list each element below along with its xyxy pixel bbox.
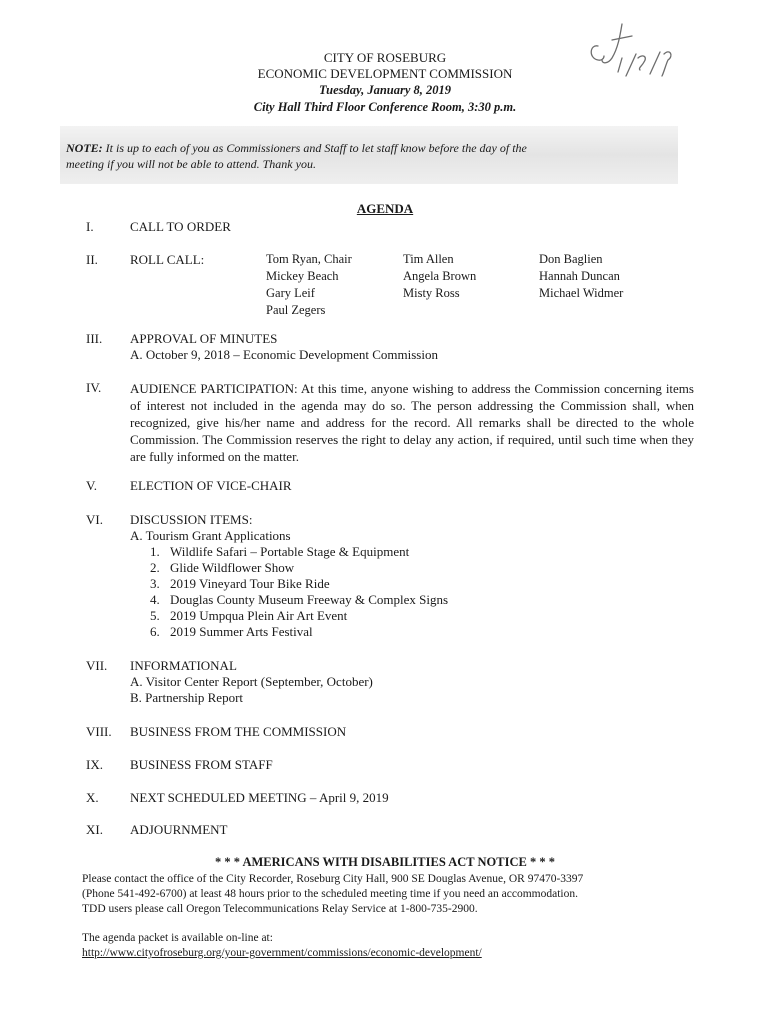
grant-item: 5. 2019 Umpqua Plein Air Art Event [150, 608, 348, 623]
ada-notice-line: Please contact the office of the City Recorder, Roseburg City Hall, 900 SE Douglas Avenue, OR 97470-3397 [82, 873, 584, 885]
ada-notice-line: TDD users please call Oregon Telecommunications Relay Service at 1-800-735-2900. [82, 903, 478, 915]
audience-participation-title: AUDIENCE PARTICIPATION: [130, 381, 298, 396]
roll-call-column-1 [266, 251, 352, 319]
section-number: VI. [86, 512, 103, 527]
section-number: II. [86, 252, 98, 267]
agenda-title: AGENDA [356, 201, 414, 216]
roll-call-column-2 [403, 251, 476, 302]
informational-item: B. Partnership Report [130, 690, 244, 705]
meeting-date: Tuesday, January 8, 2019 [318, 83, 452, 97]
informational-item: A. Visitor Center Report (September, October) [130, 674, 373, 689]
audience-participation-text: At this time, anyone wishing to address the Commission concerning items of interest not included in the agenda may do so. The person addressing the Commission shall, when recognized, give his/her name and address for the record. All remarks shall be directed to the whole Commission. The Commission reserves the right to delay any action, if required, until such time when they are fully informed on the matter. [130, 381, 694, 464]
section-number: IV. [86, 380, 102, 395]
section-roll-call: ROLL CALL: [130, 252, 205, 267]
member-name: Paul Zegers [266, 303, 326, 317]
section-number: IX. [86, 757, 103, 772]
section-number: XI. [86, 822, 103, 837]
ada-notice-line: (Phone 541-492-6700) at least 48 hours prior to the scheduled meeting time if you need an accommodation. [82, 888, 578, 900]
grant-item: 2. Glide Wildflower Show [150, 560, 295, 575]
section-next-meeting: NEXT SCHEDULED MEETING – April 9, 2019 [130, 790, 389, 805]
section-audience-participation [130, 380, 694, 465]
section-number: V. [86, 478, 97, 493]
member-name: Michael Widmer [539, 286, 624, 300]
city-name: CITY OF ROSEBURG [323, 50, 447, 65]
section-adjournment: ADJOURNMENT [130, 822, 228, 837]
grant-item: 4. Douglas County Museum Freeway & Complex Signs [150, 592, 449, 607]
section-approval-of-minutes: APPROVAL OF MINUTES [130, 331, 278, 346]
section-number: X. [86, 790, 99, 805]
meeting-location: City Hall Third Floor Conference Room, 3:30 p.m. [253, 100, 517, 114]
agenda-packet-link[interactable]: http://www.cityofroseburg.org/your-government/commissions/economic-development/ [82, 947, 482, 959]
note-line-1: It is up to each of you as Commissioners and Staff to let staff know before the day of the [102, 141, 527, 155]
section-discussion-items: DISCUSSION ITEMS: [130, 512, 253, 527]
grant-item: 3. 2019 Vineyard Tour Bike Ride [150, 576, 330, 591]
member-name: Mickey Beach [266, 269, 339, 283]
member-name: Gary Leif [266, 286, 315, 300]
member-name: Misty Ross [403, 286, 460, 300]
member-name: Angela Brown [403, 269, 477, 283]
section-election-of-vice-chair: ELECTION OF VICE-CHAIR [130, 478, 292, 493]
member-name: Tom Ryan, Chair [266, 252, 352, 266]
tourism-grant-heading: A. Tourism Grant Applications [130, 528, 291, 543]
member-name: Hannah Duncan [539, 269, 620, 283]
grant-item: 1. Wildlife Safari – Portable Stage & Equipment [150, 544, 410, 559]
attendance-note [66, 140, 666, 172]
note-line-2: meeting if you will not be able to attend. Thank you. [66, 157, 316, 171]
minutes-item: A. October 9, 2018 – Economic Development Commission [130, 347, 438, 362]
section-number: I. [86, 219, 94, 234]
ada-notice-title: * * * AMERICANS WITH DISABILITIES ACT NOTICE * * * [215, 855, 555, 869]
note-label: NOTE: [66, 141, 103, 155]
commission-name: ECONOMIC DEVELOPMENT COMMISSION [257, 66, 513, 81]
section-number: VIII. [86, 724, 112, 739]
section-number: III. [86, 331, 103, 346]
section-business-from-staff: BUSINESS FROM STAFF [130, 757, 273, 772]
section-call-to-order: CALL TO ORDER [130, 219, 231, 234]
section-number: VII. [86, 658, 108, 673]
grant-item: 6. 2019 Summer Arts Festival [150, 624, 313, 639]
roll-call-column-3 [539, 251, 623, 302]
agenda-packet-text: The agenda packet is available on-line at: [82, 932, 273, 944]
section-informational: INFORMATIONAL [130, 658, 237, 673]
member-name: Tim Allen [403, 252, 454, 266]
section-business-from-commission: BUSINESS FROM THE COMMISSION [130, 724, 347, 739]
member-name: Don Baglien [539, 252, 603, 266]
